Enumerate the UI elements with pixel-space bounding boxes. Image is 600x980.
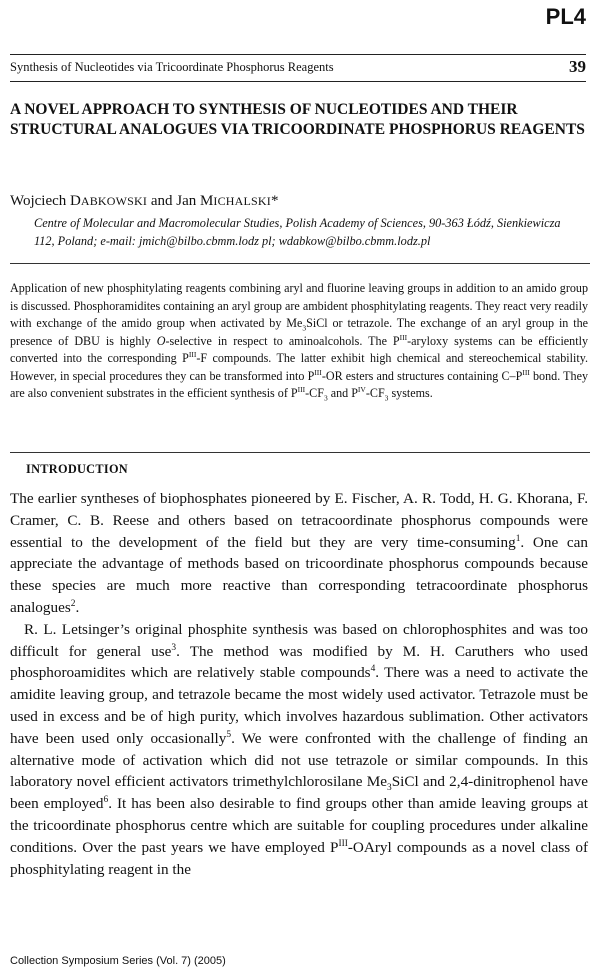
corresponding-author-mark: * [271, 193, 279, 209]
reference-mark: 1 [515, 533, 521, 544]
page-number: 39 [569, 57, 586, 76]
reference-mark: 4 [370, 664, 376, 675]
author-1-given: Wojciech [10, 193, 67, 209]
section-heading: INTRODUCTION [26, 462, 128, 476]
reference-mark: 3 [171, 642, 177, 653]
affiliation: Centre of Molecular and Macromolecular Studies, Polish Academy of Sciences, 90-363 Łódź, Sienkiewicza 112, Poland; e-mail: jmich@bilbo.cbmm.lodz pl; wdabkow@bilbo.cbmm.lodz.pl [34, 216, 561, 248]
footer: Collection Symposium Series (Vol. 7) (2005) [10, 955, 226, 967]
author-1-family-rest: ABKOWSKI [80, 194, 148, 208]
article-title: A NOVEL APPROACH TO SYNTHESIS OF NUCLEOTIDES AND THEIR STRUCTURAL ANALOGUES VIA TRICOORDINATE PHOSPHORUS REAGENTS [10, 101, 585, 138]
author-1-family-initial: D [70, 193, 81, 209]
authors [10, 193, 279, 210]
running-head [10, 54, 586, 82]
running-head-title: Synthesis of Nucleotides via Tricoordinate Phosphorus Reagents [10, 60, 334, 74]
paragraph: The earlier syntheses of biophosphates pioneered by E. Fischer, A. R. Todd, H. G. Khorana, F. Cramer, C. B. Reese and others based on tetracoordinate phosphorus compounds were essential to the development of the field but they are very time-consuming$^1$. One can appreciate the advantage of methods based on tricoordinate phosphorus compounds because these species are much more reactive than corresponding tetracoordinate phosphorus analogues$^2$. [10, 490, 588, 616]
author-2-family-rest: ICHALSKI [213, 194, 271, 208]
divider [10, 263, 590, 264]
reference-mark: 2 [70, 598, 76, 609]
authors-conjunction: and [150, 193, 173, 209]
reference-mark: 5 [226, 729, 232, 740]
author-2-given: Jan [176, 193, 197, 209]
body-text [10, 488, 588, 880]
paragraph: R. L. Letsinger’s original phosphite synthesis was based on chlorophosphites and was too difficult for general use$^3$. The method was modified by M. H. Caruthers who used phosphoroamidites which are relatively stable compounds$^4$. There was a need to activate the amidite leaving group, and tetrazole became the most widely used activator. Tetrazole must be used in excess and be of high purity, which involves hazardous sublimation. Other activators have been used only occasionally$^5$. We were confronted with the challenge of finding an alternative mode of activation which did not use tetrazole or similar compounds. In this laboratory novel efficient activators trimethylchlorosilane $Me_3SiCl$ and 2,4-dinitrophenol have been employed$^6$. It has been also desirable to find groups other than amide leaving groups at the tricoordinate phosphorus centre which are suitable for coupling procedures under alkaline conditions. Over the past years we have employed $P^{III}$-OAryl compounds as a novel class of phosphitylating reagent in the [10, 620, 589, 878]
author-2-family-initial: M [200, 193, 214, 209]
corner-tag: PL4 [545, 4, 586, 29]
abstract: Application of new phosphitylating reagents combining aryl and fluorine leaving groups in addition to an amido group is discussed. Phosphoramidites containing an aryl group are ambident phosphitylating reagents. They react very readily with exchange of the amido group when activated by $Me_3SiCl$ or tetrazole. The exchange of an aryl group in the presence of DBU is highly O-selective in respect to aminoalcohols. The $P^{III}$-aryloxy systems can be efficiently converted into the corresponding $P^{III}-F$ compounds. The latter exhibit high chemical and stereochemical stability. However, in special procedures they can be transformed into $P^{III}-OR$ esters and structures containing $C-P^{III}$ bond. They are also convenient substrates in the efficient synthesis of $P^{III}-CF_3$ and $P^{IV}-CF_3$ systems. [10, 281, 588, 403]
divider [10, 452, 590, 453]
reference-mark: 6 [103, 795, 109, 806]
